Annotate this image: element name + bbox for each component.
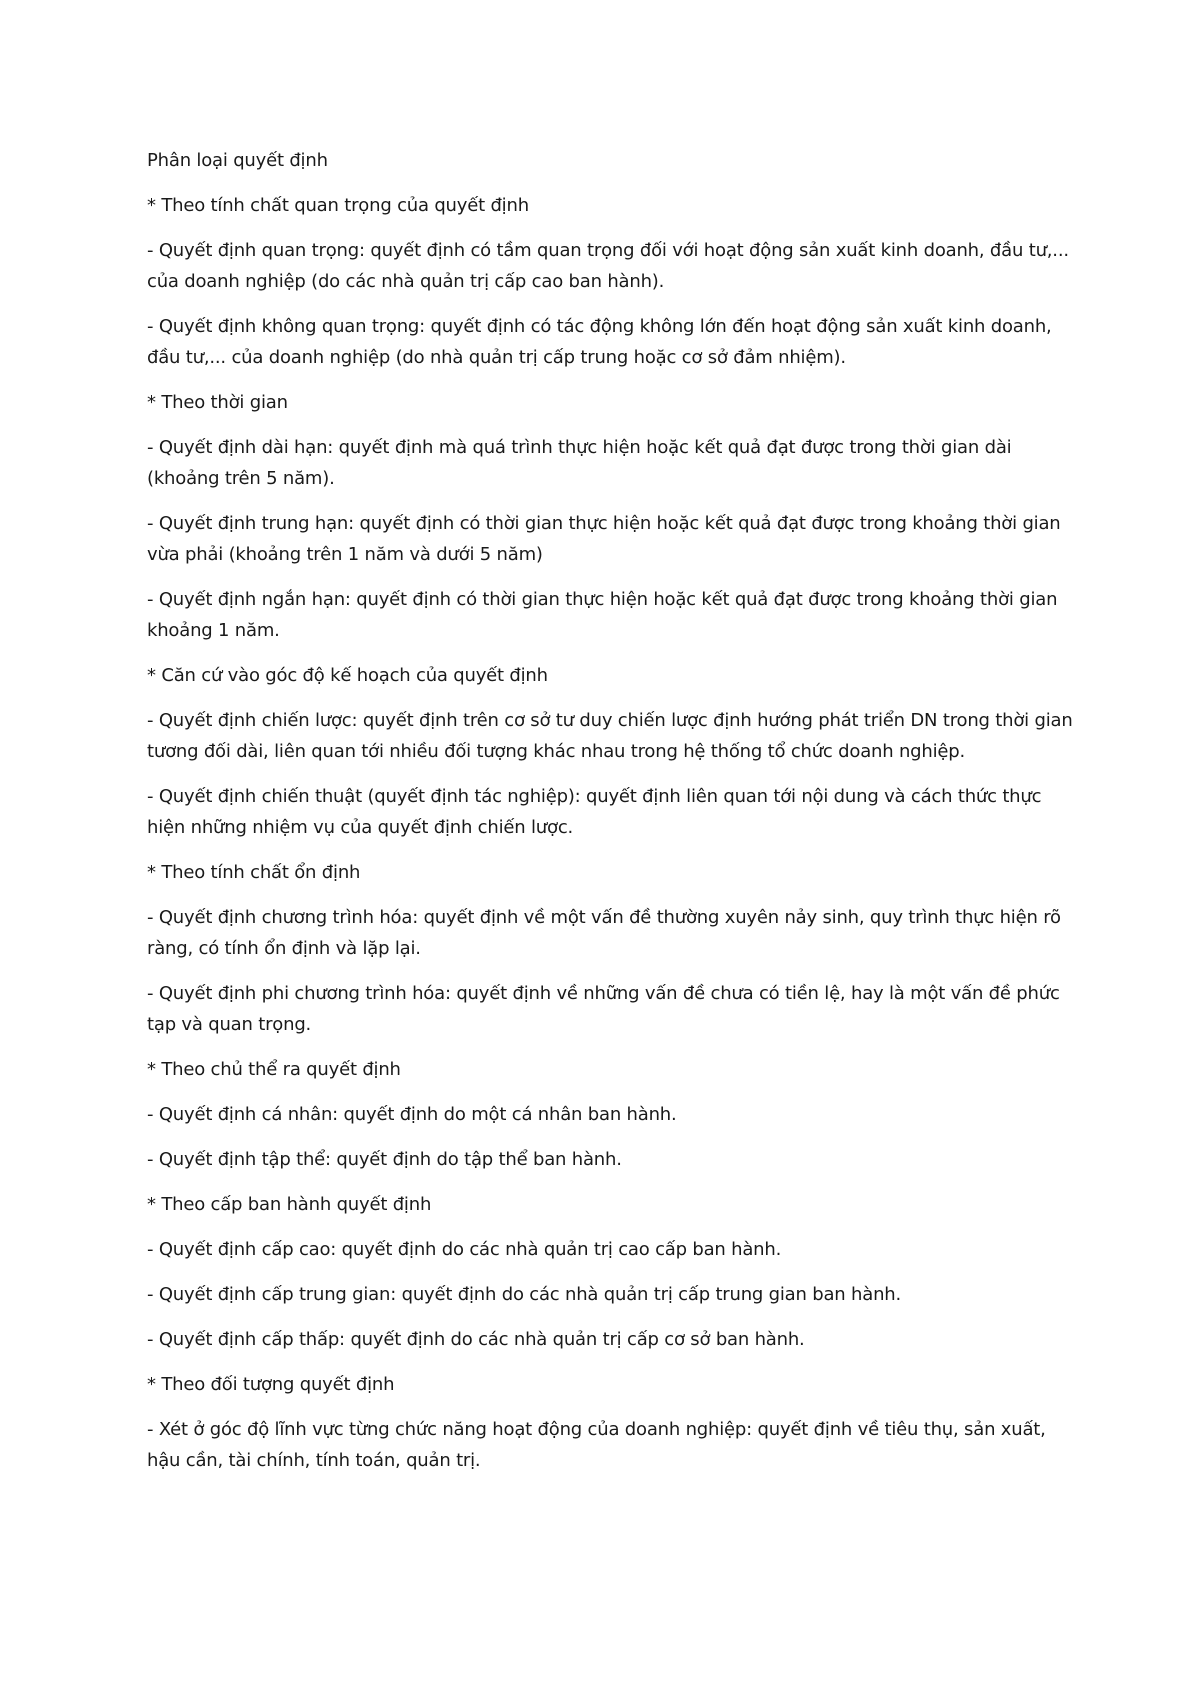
paragraph: - Quyết định chương trình hóa: quyết định về một vấn đề thường xuyên nảy sinh, quy trình thực hiện rõ ràng, có tính ổn định và lặp lại. [147,907,1061,959]
section-heading-time: * Theo thời gian [147,392,288,413]
paragraph: - Quyết định cấp trung gian: quyết định do các nhà quản trị cấp trung gian ban hành. [147,1284,902,1305]
paragraph: - Quyết định cấp cao: quyết định do các nhà quản trị cao cấp ban hành. [147,1239,782,1260]
paragraph: - Quyết định trung hạn: quyết định có thời gian thực hiện hoặc kết quả đạt được trong khoảng thời gian vừa phải (khoảng trên 1 năm và dưới 5 năm) [147,513,1061,565]
section-heading-object: * Theo đối tượng quyết định [147,1374,395,1395]
paragraph: - Quyết định dài hạn: quyết định mà quá trình thực hiện hoặc kết quả đạt được trong thời gian dài (khoảng trên 5 năm). [147,437,1012,489]
document-title: Phân loại quyết định [147,150,328,171]
paragraph: - Xét ở góc độ lĩnh vực từng chức năng hoạt động của doanh nghiệp: quyết định về tiêu thụ, sản xuất, hậu cần, tài chính, tính toán, quản trị. [147,1419,1046,1471]
section-heading-level: * Theo cấp ban hành quyết định [147,1194,432,1215]
paragraph: - Quyết định chiến thuật (quyết định tác nghiệp): quyết định liên quan tới nội dung và cách thức thực hiện những nhiệm vụ của quyết định chiến lược. [147,786,1042,838]
section-heading-subject: * Theo chủ thể ra quyết định [147,1059,401,1080]
document-body [147,145,1077,1490]
section-heading-stability: * Theo tính chất ổn định [147,862,361,883]
section-heading-importance: * Theo tính chất quan trọng của quyết định [147,195,529,216]
paragraph: - Quyết định cá nhân: quyết định do một cá nhân ban hành. [147,1104,677,1125]
paragraph: - Quyết định quan trọng: quyết định có tầm quan trọng đối với hoạt động sản xuất kinh doanh, đầu tư,... của doanh nghiệp (do các nhà quản trị cấp cao ban hành). [147,240,1069,292]
paragraph: - Quyết định cấp thấp: quyết định do các nhà quản trị cấp cơ sở ban hành. [147,1329,805,1350]
paragraph: - Quyết định chiến lược: quyết định trên cơ sở tư duy chiến lược định hướng phát triển DN trong thời gian tương đối dài, liên quan tới nhiều đối tượng khác nhau trong hệ thống tổ chức doanh nghiệp. [147,710,1073,762]
paragraph: - Quyết định tập thể: quyết định do tập thể ban hành. [147,1149,622,1170]
paragraph: - Quyết định phi chương trình hóa: quyết định về những vấn đề chưa có tiền lệ, hay là một vấn đề phức tạp và quan trọng. [147,983,1060,1035]
section-heading-planning: * Căn cứ vào góc độ kế hoạch của quyết định [147,665,548,686]
paragraph: - Quyết định ngắn hạn: quyết định có thời gian thực hiện hoặc kết quả đạt được trong khoảng thời gian khoảng 1 năm. [147,589,1058,641]
paragraph: - Quyết định không quan trọng: quyết định có tác động không lớn đến hoạt động sản xuất kinh doanh, đầu tư,... của doanh nghiệp (do nhà quản trị cấp trung hoặc cơ sở đảm nhiệm). [147,316,1052,368]
